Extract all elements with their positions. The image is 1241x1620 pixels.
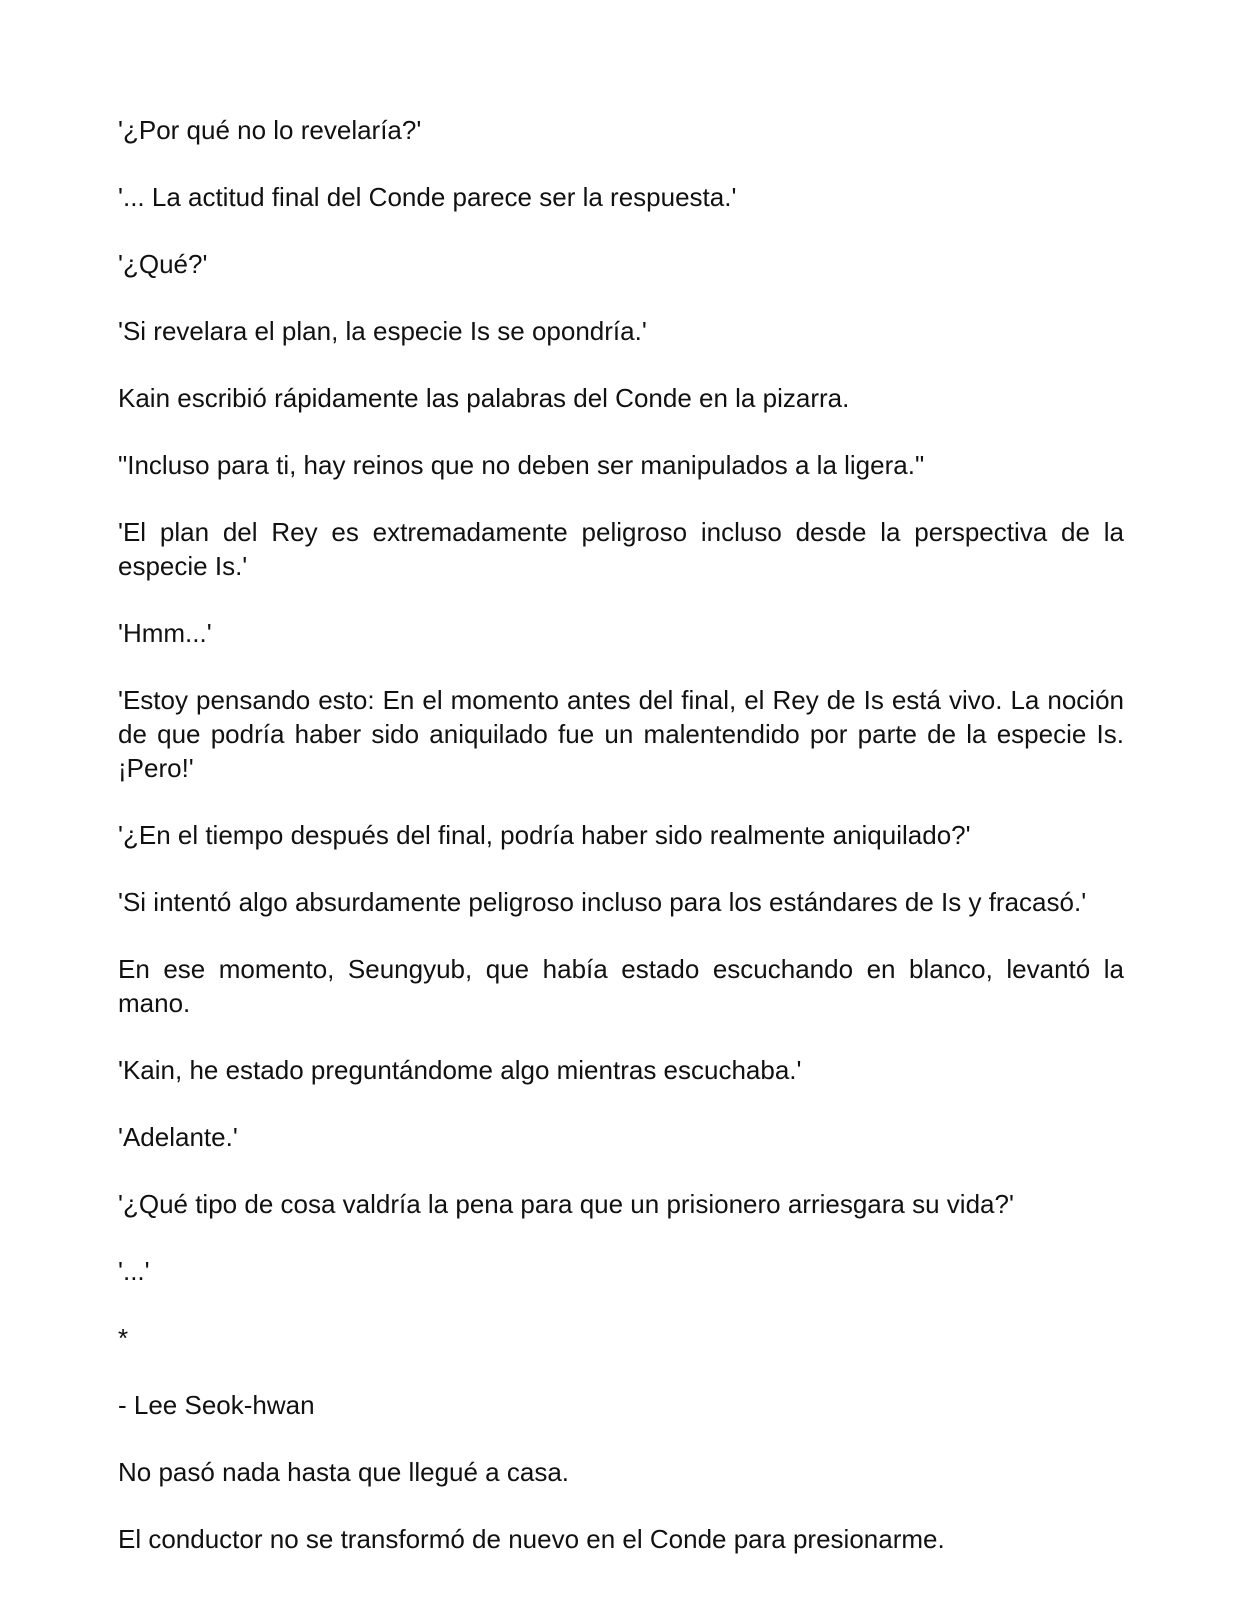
paragraph: 'Hmm...' bbox=[118, 618, 212, 648]
paragraph: '¿Por qué no lo revelaría?' bbox=[118, 115, 422, 145]
paragraph: 'Kain, he estado preguntándome algo mientras escuchaba.' bbox=[118, 1055, 802, 1085]
paragraph: El conductor no se transformó de nuevo en el Conde para presionarme. bbox=[118, 1524, 945, 1554]
paragraph: '¿Qué?' bbox=[118, 249, 208, 279]
paragraph: No pasó nada hasta que llegué a casa. bbox=[118, 1457, 570, 1487]
paragraph: Kain escribió rápidamente las palabras del Conde en la pizarra. bbox=[118, 383, 850, 413]
paragraph: 'El plan del Rey es extremadamente peligroso incluso desde la perspectiva de la especie Is.' bbox=[118, 517, 1124, 581]
document-body bbox=[118, 113, 1124, 1589]
paragraph: '... La actitud final del Conde parece ser la respuesta.' bbox=[118, 182, 737, 212]
paragraph: "Incluso para ti, hay reinos que no deben ser manipulados a la ligera." bbox=[118, 450, 925, 480]
paragraph: 'Si revelara el plan, la especie Is se opondría.' bbox=[118, 316, 647, 346]
paragraph: 'Estoy pensando esto: En el momento antes del final, el Rey de Is está vivo. La noción de que podría haber sido aniquilado fue un malentendido por parte de la especie Is. ¡Pero!' bbox=[118, 685, 1124, 783]
paragraph: '¿Qué tipo de cosa valdría la pena para que un prisionero arriesgara su vida?' bbox=[118, 1189, 1014, 1219]
pov-heading: - Lee Seok-hwan bbox=[118, 1390, 315, 1420]
paragraph: '¿En el tiempo después del final, podría haber sido realmente aniquilado?' bbox=[118, 820, 971, 850]
scene-break: * bbox=[118, 1323, 129, 1353]
paragraph: 'Si intentó algo absurdamente peligroso incluso para los estándares de Is y fracasó.' bbox=[118, 887, 1087, 917]
paragraph: En ese momento, Seungyub, que había estado escuchando en blanco, levantó la mano. bbox=[118, 954, 1124, 1018]
paragraph: 'Adelante.' bbox=[118, 1122, 238, 1152]
paragraph: '...' bbox=[118, 1256, 150, 1286]
